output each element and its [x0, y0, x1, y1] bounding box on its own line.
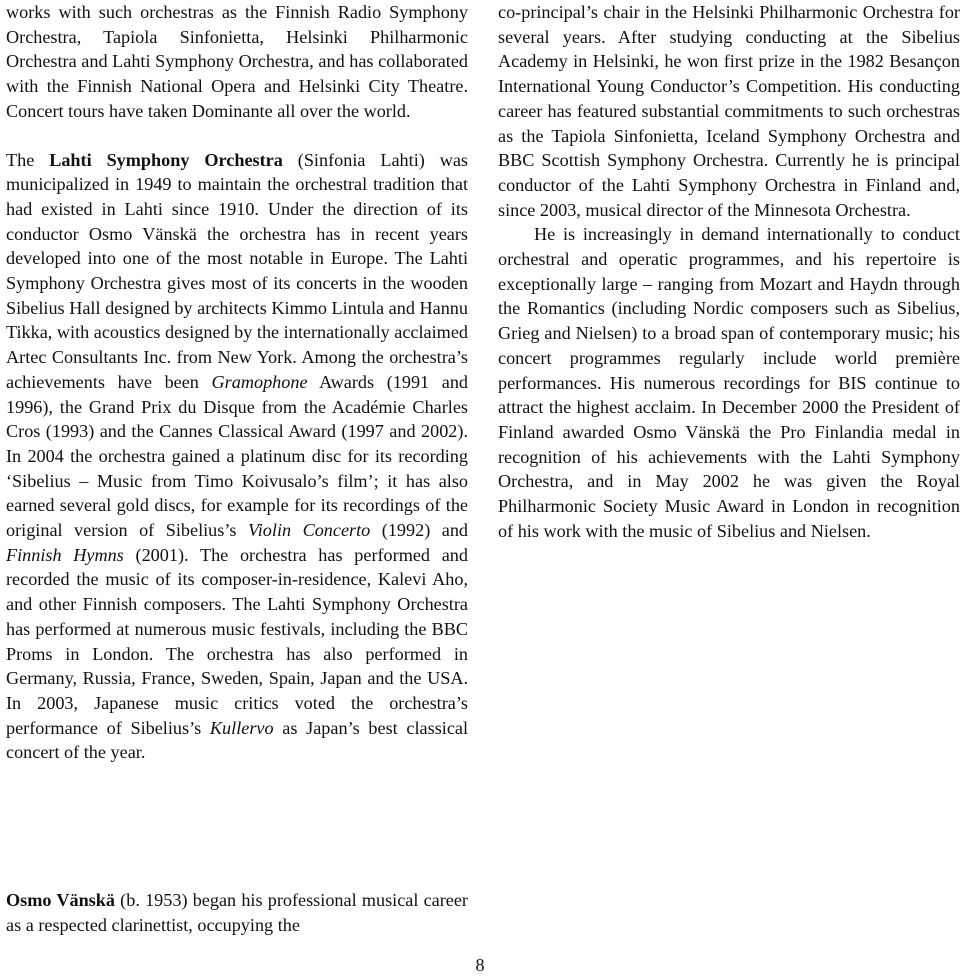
text-segment: as Japan’s best classical concert of the year.: [6, 717, 469, 763]
page-number: 8: [475, 955, 485, 975]
text-segment: (b. 1953) began his professional musical career as a respected clarinettist, occupying the: [6, 890, 468, 935]
paragraph-osmo-vanska-bio: [6, 888, 468, 937]
text-segment: (2001). The orchestra has performed and recorded the music of its composer-in-residence, Kalevi Aho, and other Finnish composers. The Lahti Symphony Orchestra has performed at numerous music festivals, including the BBC Proms in London. The orchestra has also performed in Germany, Russia, France, Sweden, Spain, Japan and the USA. In 2003, Japanese music critics voted the orchestra’s performance of Sibelius’s: [6, 544, 468, 738]
paragraph-international-demand: He is increasingly in demand internationally to conduct orchestral and operatic programmes, and his repertoire is exceptionally large – ranging from Mozart and Haydn through the Romantics (including Nordic composers such as Sibelius, Grieg and Nielsen) to a broad span of contemporary music; his concert programmes regularly include world première performances. His numerous recordings for BIS continue to attract the highest acclaim. In December 2000 the President of Finland awarded Osmo Vänskä the Pro Finlandia medal in recognition of his achievements with the Lahti Symphony Orchestra, and in May 2002 he was given the Royal Philharmonic Society Music Award in London in recognition of his work with the music of Sibelius and Nielsen.: [498, 224, 960, 541]
text-segment: Awards (1991 and 1996), the Grand Prix du Disque from the Académie Charles Cros (1993) and the Cannes Classical Award (1997 and 2002). In 2004 the orchestra gained a platinum disc for its recording ‘Sibelius – Music from Timo Koivusalo’s film’; it has also earned several gold discs, for example for its recordings of the original version of Sibelius’s: [6, 371, 469, 541]
right-column: [498, 0, 960, 543]
orchestra-name: Lahti Symphony Orchestra: [49, 149, 283, 170]
lead-text: The: [6, 149, 35, 170]
paragraph-dominante-tours: works with such orchestras as the Finnish Radio Symphony Orchestra, Tapiola Sinfonietta, Helsinki Philharmonic Orchestra and Lahti Symphony Orchestra, and has collaborated with the Finnish National Opera and Helsinki City Theatre. Concert tours have taken Dominante all over the world.: [6, 2, 468, 121]
title-gramophone: Gramophone: [211, 371, 308, 392]
left-column: [6, 0, 468, 765]
paragraph-career: co-principal’s chair in the Helsinki Philharmonic Orchestra for several years. After studying conducting at the Sibelius Academy in Helsinki, he won first prize in the 1982 Besançon International Young Conductor’s Competition. His conducting career has featured substantial commitments to such orchestras as the Tapiola Sinfonietta, Iceland Symphony Orchestra and BBC Scottish Symphony Orchestra. Currently he is principal conductor of the Lahti Symphony Orchestra in Finland and, since 2003, musical director of the Minnesota Orchestra.: [498, 2, 960, 220]
bio-text: [6, 888, 468, 937]
text-segment: (1992) and: [381, 520, 469, 541]
title-finnish-hymns: Finnish Hymns: [6, 544, 124, 565]
text-segment: (Sinfonia Lahti) was municipalized in 1949 to maintain the orchestral tradition that had existed in Lahti since 1910. Under the direction of its conductor Osmo Vänskä the orchestra has in recent years developed into one of the most notable in Europe. The Lahti Symphony Orchestra gives most of its concerts in the wooden Sibelius Hall designed by architects Kimmo Lintula and Hannu Tikka, with acoustics designed by the internationally acclaimed Artec Consultants Inc. from New York. Among the orchestra’s achievements have been: [6, 149, 469, 392]
title-kullervo: Kullervo: [209, 717, 274, 738]
title-violin-concerto: Violin Concerto: [247, 520, 371, 541]
paragraph-lahti-symphony: [6, 148, 468, 766]
conductor-name: Osmo Vänskä: [6, 890, 115, 910]
